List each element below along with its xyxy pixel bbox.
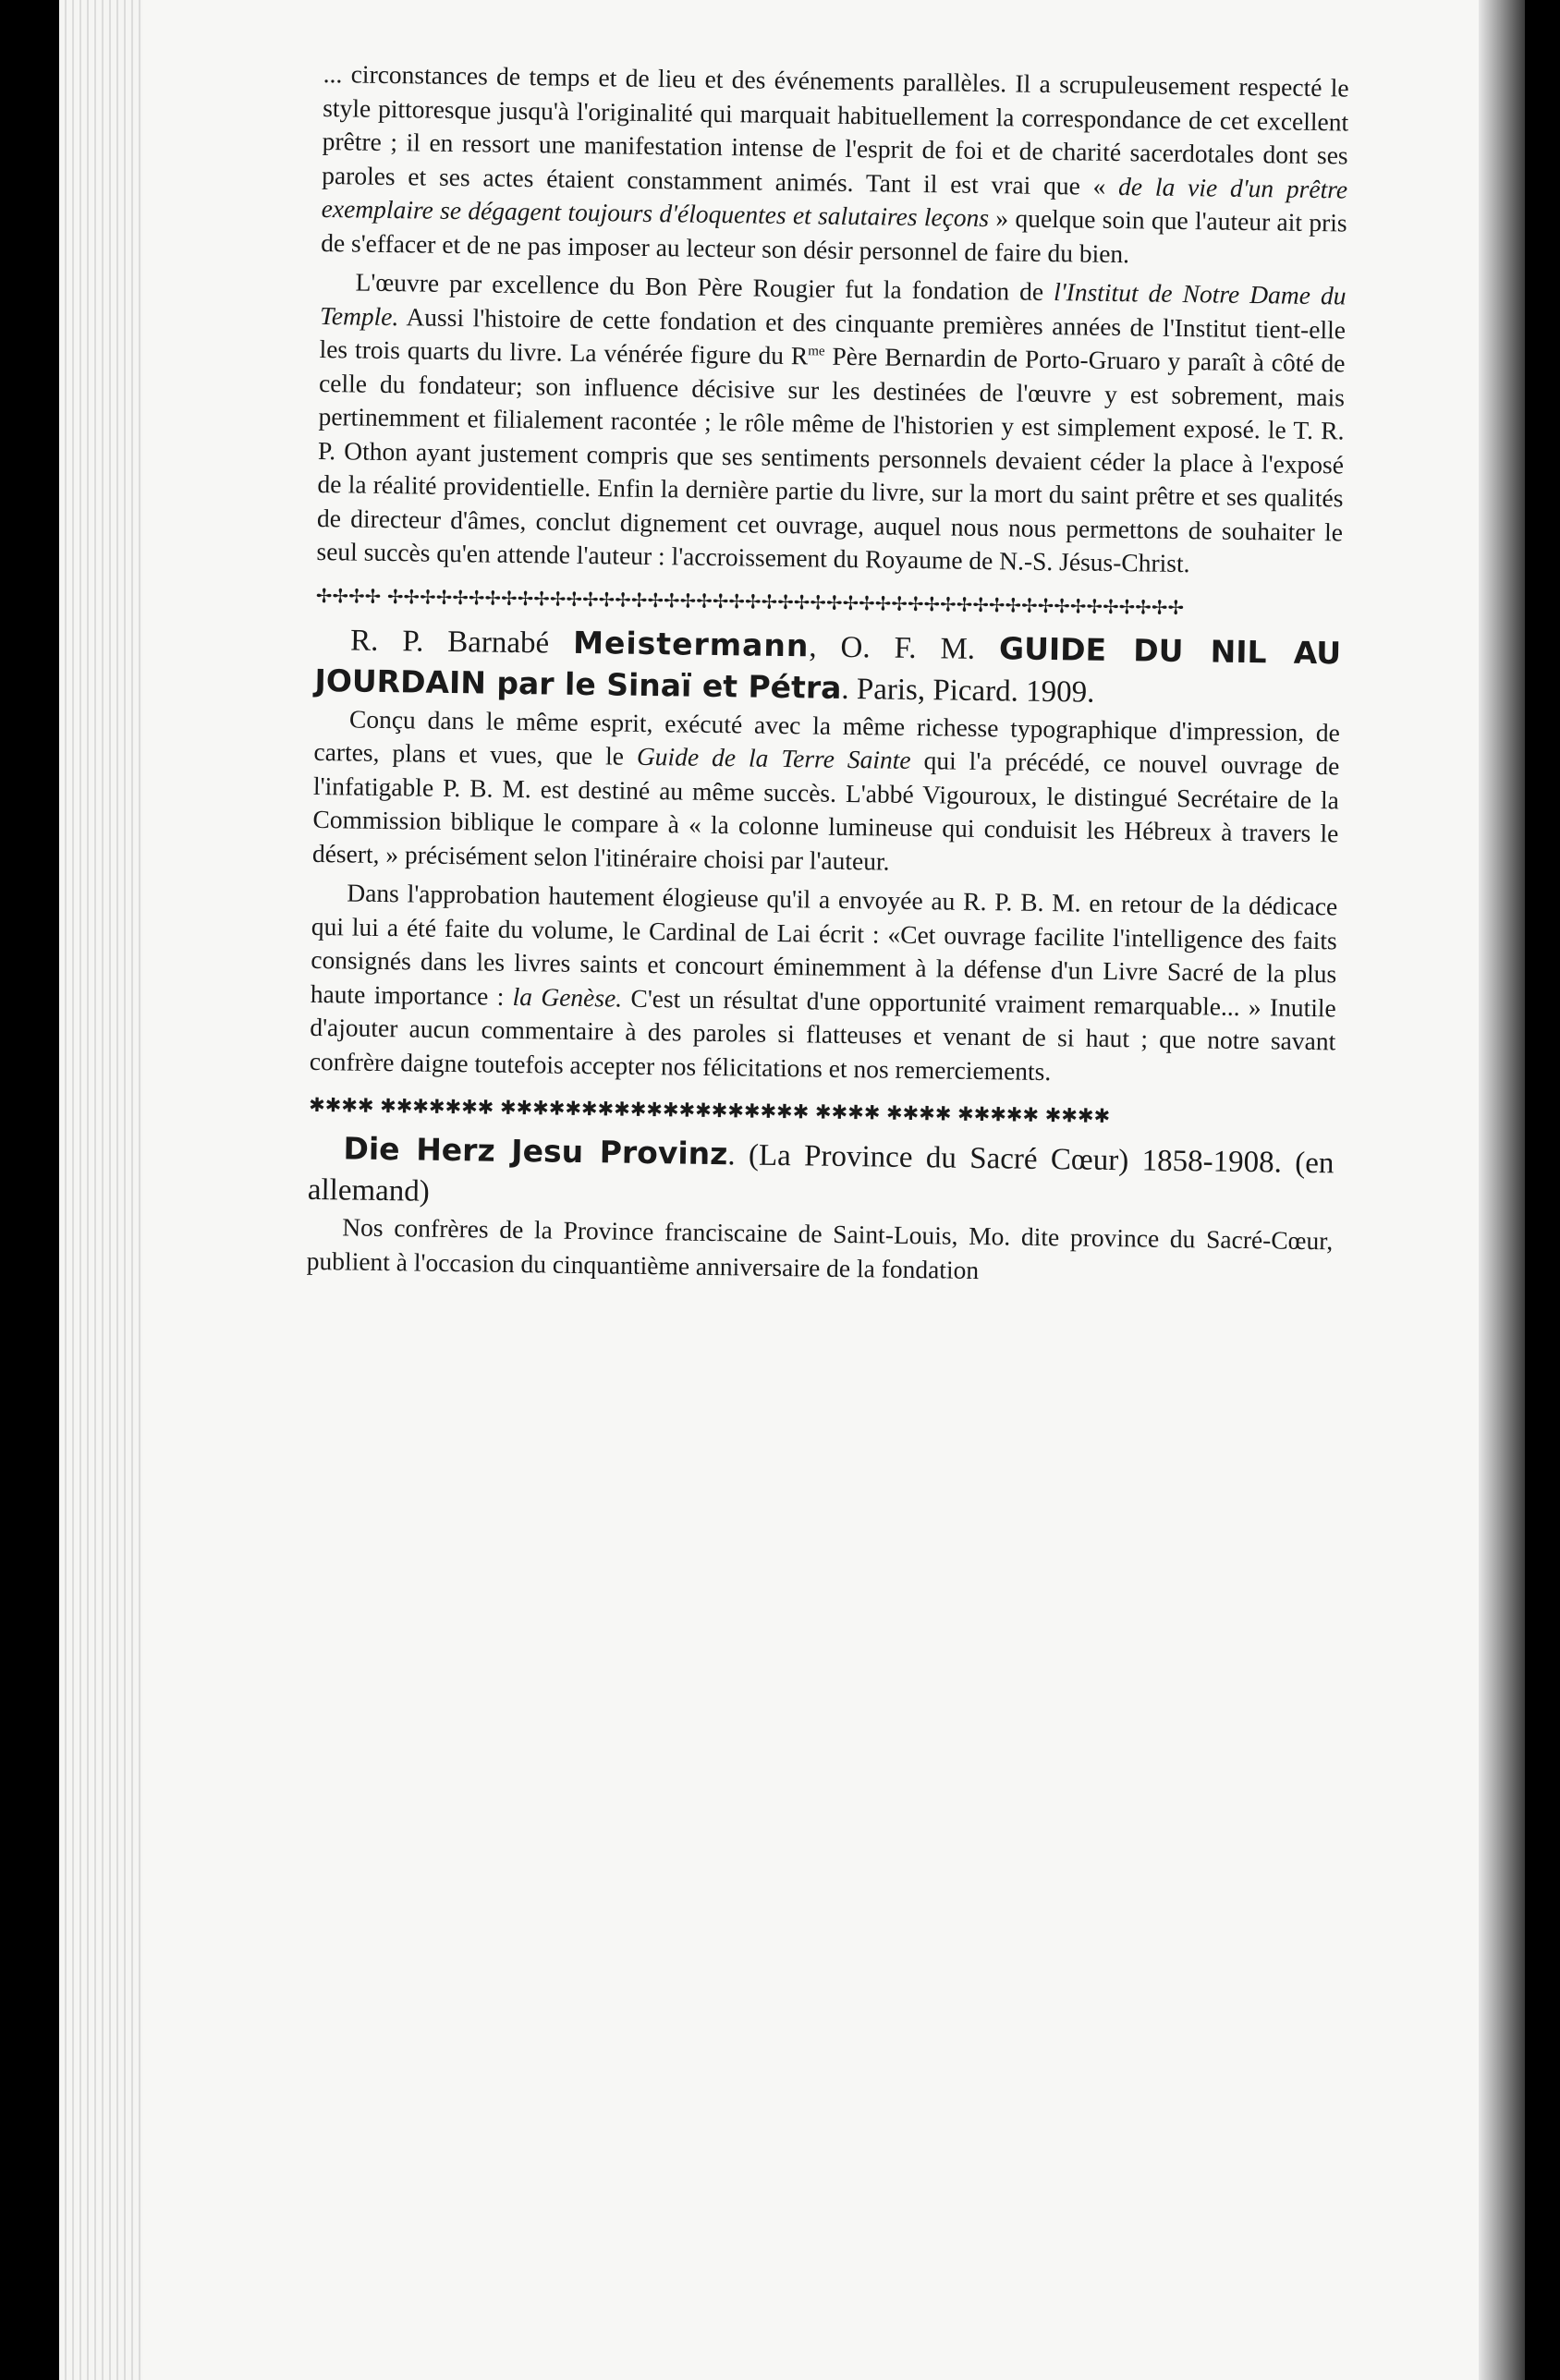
genesis-italic: la Genèse. <box>512 981 623 1013</box>
review3-heading: Die Herz Jesu Provinz. (La Province du Sacré Cœur) 1858-1908. (en allemand) <box>307 1130 1335 1208</box>
review2-heading: R. P. Barnabé Meistermann, O. F. M. GUIDE DU NIL AU JOURDAIN par le Sinaï et Pétra. Paris, Picard. 1909. <box>314 623 1342 710</box>
page-text-block <box>307 57 1349 1292</box>
institute-name-italic: l'Institut de Notre Dame du Temple. <box>319 277 1347 331</box>
stacked-page-edges <box>59 0 142 2380</box>
book-title-italic: Guide de la Terre Sainte <box>636 741 911 774</box>
review2-paragraph-2: Dans l'approbation hautement élogieuse qu'il a envoyée au R. P. B. M. en retour de la dédicace qui lui a été faite du volume, le Cardinal de Lai écrit : «Cet ouvrage facilite l'intelligence des faits consignés dans les livres saints et concourt éminemment à la défense d'un Livre Sacré de la plus haute importance : la Genèse. C'est un résultat d'une opportunité vraiment remarquable... » Inutile d'ajouter aucun commentaire à des paroles si flatteuses et venant de si haut ; que notre savant confrère daigne toutefois accepter nos félicitations et nos remerciements. <box>309 878 1338 1086</box>
ornamental-separator: ✢✢✢✢ ✢✢✢✢✢✢✢✢✢✢✢✢✢✢✢✢✢✢✢✢✢✢✢✢✢✢✢✢✢✢✢✢✢✢✢✢✢✢✢✢✢✢✢✢✢✢✢✢✢ <box>315 584 1185 619</box>
review3-paragraph-1: Nos confrères de la Province franciscaine de Saint-Louis, Mo. dite province du Sacré-Cœur, publient à l'occasion du cinquantième anniversaire de la fondation <box>306 1212 1334 1284</box>
asterisk-separator: ✱✱✱✱ ✱✱✱✱✱✱✱ ✱✱✱✱✱✱✱✱✱✱✱✱✱✱✱✱✱✱✱ ✱✱✱✱ ✱✱✱✱ ✱✱✱✱✱ ✱✱✱✱ <box>308 1093 1111 1127</box>
review1-paragraph-2: L'œuvre par excellence du Bon Père Rougier fut la fondation de l'Institut de Notre Dame du Temple. Aussi l'histoire de cette fondation et des cinquante premières années de l'Institut tient-elle les trois quarts du livre. La vénérée figure du $R^{me}$ Père Bernardin de Porto-Gruaro y paraît à côté de celle du fondateur; son influence décisive sur les destinées de l'œuvre y est sobrement, mais pertinemment et filialement racontée ; le rôle même de l'historien y est simplement exposé. le T. R. P. Othon ayant justement compris que ses sentiments personnels devaient céder la place à l'exposé de la réalité providentielle. Enfin la dernière partie du livre, sur la mort du saint prêtre et ses qualités de directeur d'âmes, conclut dignement cet ouvrage, auquel nous nous permettons de souhaiter le seul succès qu'en attende l'auteur : l'accroissement du Royaume de N.-S. Jésus-Christ. <box>316 267 1347 578</box>
quotation-italic: de la vie d'un prêtre exemplaire se dégagent toujours d'éloquentes et salutaires leçons <box>321 171 1348 233</box>
review2-paragraph-1: Conçu dans le même esprit, exécuté avec la même richesse typographique d'impression, de cartes, plans et vues, que le Guide de la Terre Sainte qui l'a précédé, ce nouvel ouvrage de l'infatigable P. B. M. est destiné au même succès. L'abbé Vigouroux, le distingué Secrétaire de la Commission biblique le compare à « la colonne lumineuse qui conduisit les Hébreux à travers le désert, » précisément selon l'itinéraire choisi par l'auteur. <box>311 703 1341 876</box>
review1-paragraph-1: ... circonstances de temps et de lieu et des événements parallèles. Il a scrupuleusement respecté le style pittoresque jusqu'à l'originalité qui marquait habituellement la correspondance de cet excellent prêtre ; il en ressort une manifestation intense de l'esprit de foi et de charité sacerdotales dont ses paroles et ses actes étaient constamment animés. Tant il est vrai que « de la vie d'un prêtre exemplaire se dégagent toujours d'éloquentes et salutaires leçons » quelque soin que l'auteur ait pris de s'effacer et de ne pas imposer au lecteur son désir personnel de faire du bien. <box>320 58 1349 268</box>
page-gutter-shadow <box>1479 0 1525 2380</box>
